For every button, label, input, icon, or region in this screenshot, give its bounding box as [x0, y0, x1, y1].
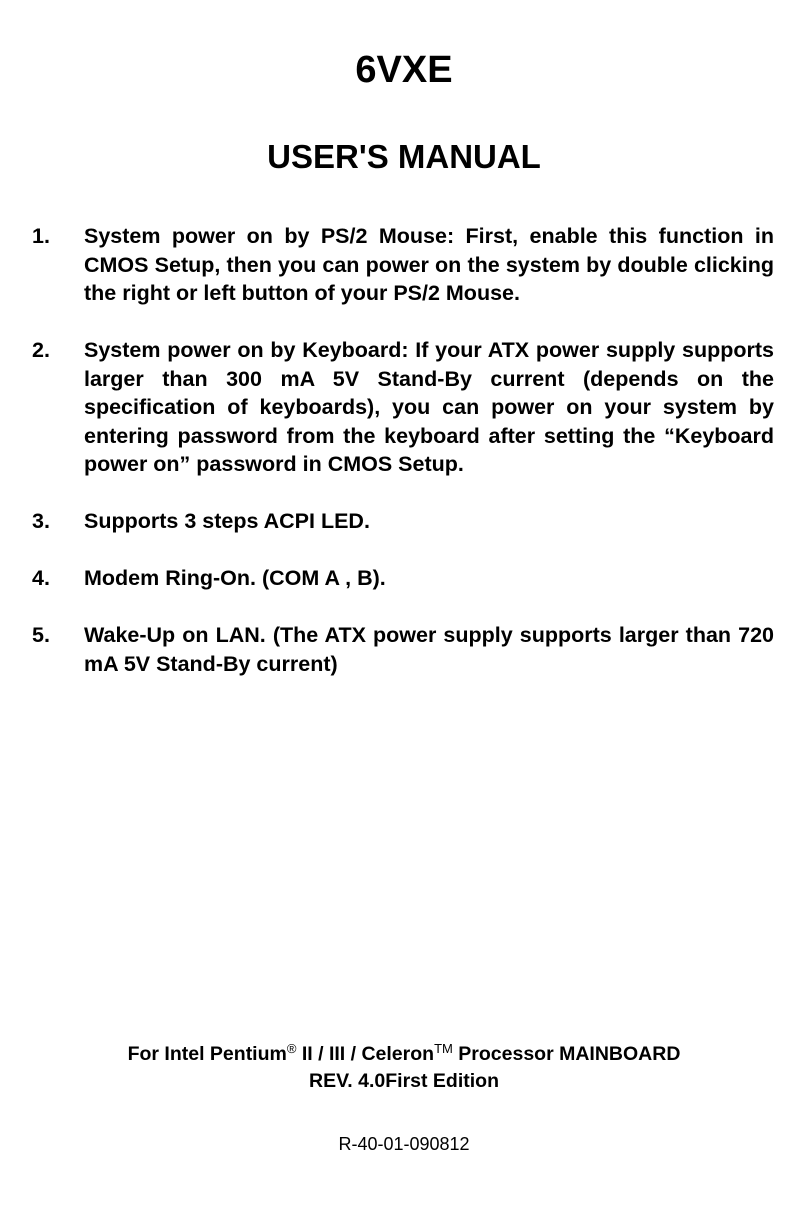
feature-item-4	[32, 564, 774, 593]
feature-text: Supports 3 steps ACPI LED.	[84, 509, 370, 533]
document-code: R-40-01-090812	[338, 1134, 470, 1154]
feature-text: Modem Ring-On. (COM A , B).	[84, 566, 386, 590]
processor-middle: II / III / Celeron	[296, 1043, 435, 1065]
feature-number: 3.	[32, 509, 50, 533]
feature-item-5	[32, 621, 774, 678]
feature-item-3	[32, 507, 774, 536]
feature-number: 4.	[32, 566, 50, 590]
feature-number: 5.	[32, 623, 50, 647]
processor-prefix: For Intel Pentium	[127, 1043, 287, 1065]
feature-list	[32, 222, 774, 707]
registered-mark: ®	[286, 1041, 297, 1056]
feature-text: System power on by Keyboard: If your ATX power supply supports larger than 300 mA 5V Stand-By current (depends on the specification of keyboards), you can power on your system by entering password from the keyboard after setting the “Keyboard power on” password in CMOS Setup.	[84, 338, 774, 476]
feature-number: 2.	[32, 338, 50, 362]
model-title: 6VXE	[355, 49, 453, 91]
feature-item-2	[32, 336, 774, 479]
processor-suffix: Processor MAINBOARD	[452, 1043, 681, 1065]
revision-line: REV. 4.0First Edition	[309, 1070, 499, 1092]
manual-title: USER'S MANUAL	[267, 138, 541, 175]
feature-text: Wake-Up on LAN. (The ATX power supply supports larger than 720 mA 5V Stand-By current)	[84, 623, 774, 676]
processor-support-line	[0, 1041, 808, 1067]
feature-item-1	[32, 222, 774, 308]
feature-text: System power on by PS/2 Mouse: First, enable this function in CMOS Setup, then you can power on the system by double clicking the right or left button of your PS/2 Mouse.	[84, 224, 774, 305]
trademark-mark: TM	[434, 1041, 453, 1056]
feature-number: 1.	[32, 224, 50, 248]
